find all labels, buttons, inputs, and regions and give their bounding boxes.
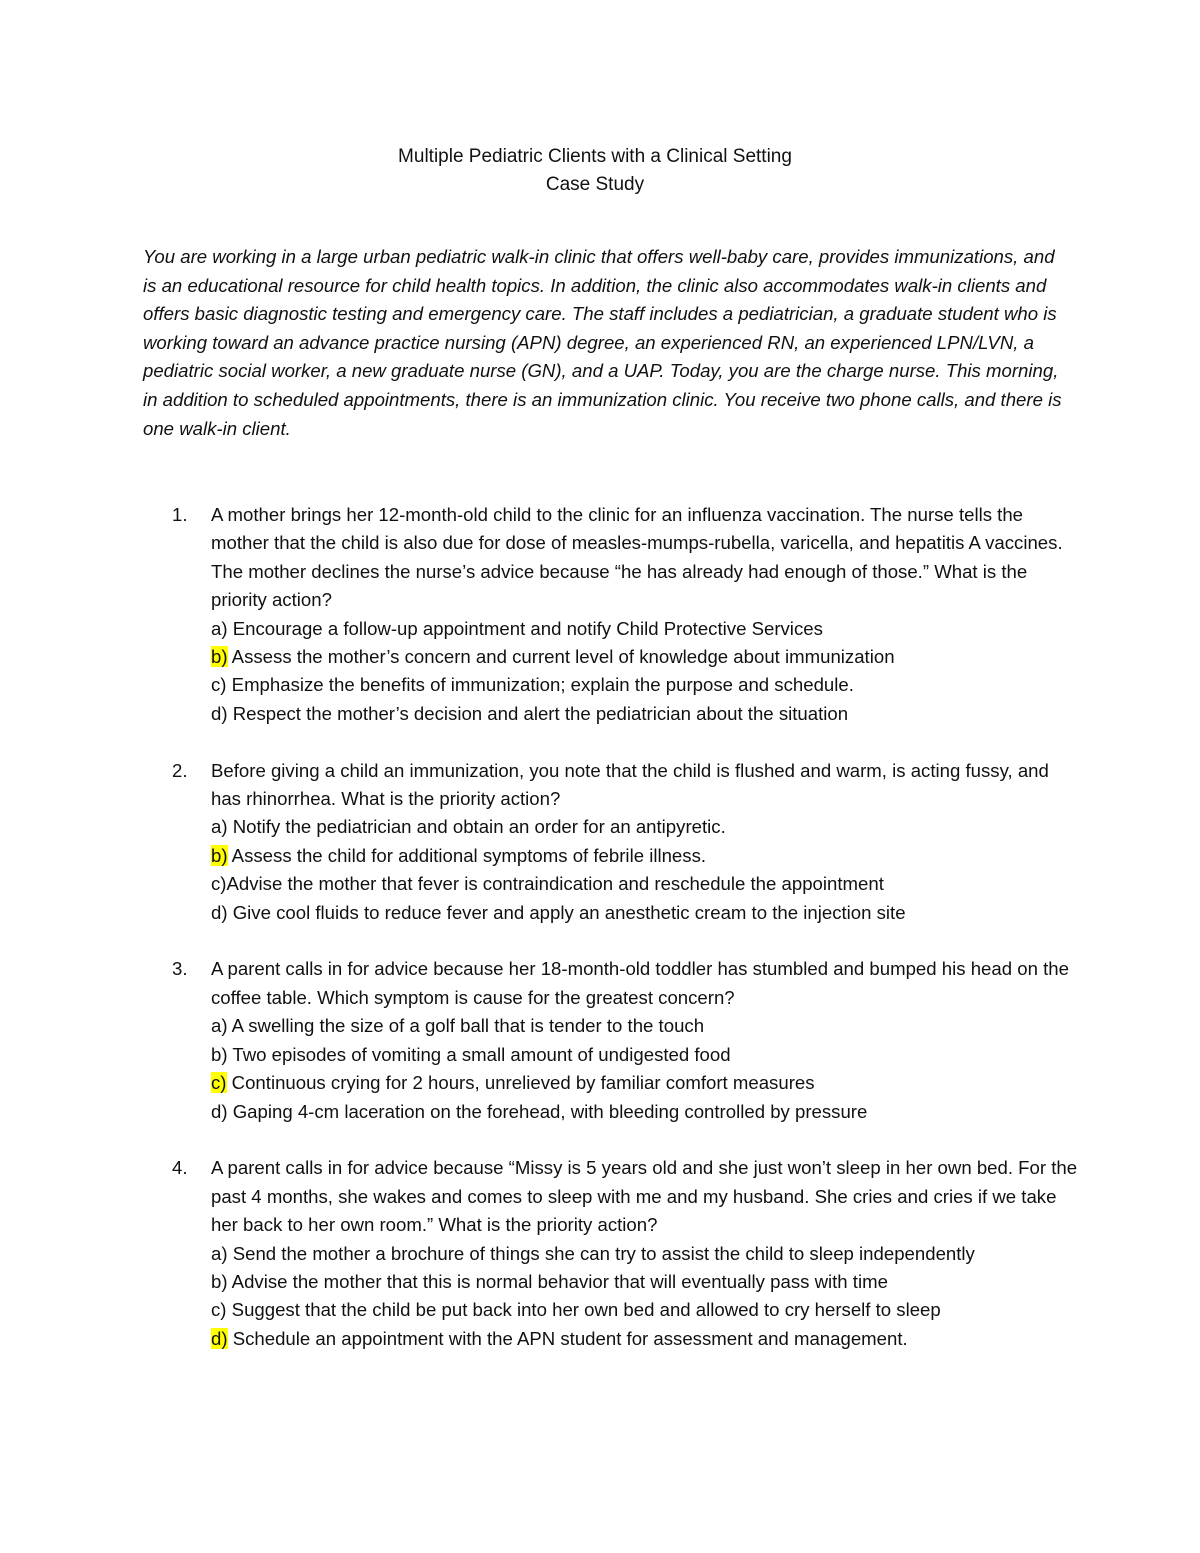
option-text: Emphasize the benefits of immunization; explain the purpose and schedule. <box>226 674 854 696</box>
answer-option <box>211 1098 1083 1126</box>
option-letter: a) <box>211 1242 228 1264</box>
question-number: 2. <box>172 759 188 781</box>
question-stem: A parent calls in for advice because “Missy is 5 years old and she just won’t sleep in her own bed. For the past 4 months, she wakes and comes to sleep with me and my husband. She cries and cries if we take her back to her own room.” What is the priority action? <box>211 1157 1078 1236</box>
question-stem: A mother brings her 12-month-old child to the clinic for an influenza vaccination. The nurse tells the mother that the child is also due for dose of measles-mumps-rubella, varicella, and hepatitis A vaccines. The mother declines the nurse’s advice because “he has already had enough of those.” What is the priority action? <box>211 504 1063 611</box>
question-item <box>143 757 1083 927</box>
answer-option <box>211 813 1083 841</box>
option-letter: d) <box>211 1327 228 1349</box>
option-text: Gaping 4-cm laceration on the forehead, with bleeding controlled by pressure <box>227 1100 868 1122</box>
answer-option <box>211 1296 1083 1324</box>
option-letter: b) <box>211 1270 228 1292</box>
answer-option <box>211 842 1083 870</box>
answer-option <box>211 671 1083 699</box>
question-number: 3. <box>172 958 188 980</box>
option-letter: a) <box>211 1015 228 1037</box>
document-subtitle: Case Study <box>545 174 645 195</box>
option-text: Assess the mother’s concern and current level of knowledge about immunization <box>227 646 895 668</box>
option-letter: b) <box>211 646 228 668</box>
answer-option <box>211 1268 1083 1296</box>
option-text: Two episodes of vomiting a small amount of undigested food <box>227 1043 731 1065</box>
document-title: Multiple Pediatric Clients with a Clinical Setting <box>398 146 792 167</box>
question-item <box>143 955 1083 1125</box>
answer-option <box>211 1240 1083 1268</box>
title-block <box>0 143 1190 199</box>
option-letter: d) <box>211 702 228 724</box>
option-letter: a) <box>211 617 228 639</box>
answer-option <box>211 1325 1083 1353</box>
option-letter: d) <box>211 901 228 923</box>
question-stem: A parent calls in for advice because her 18-month-old toddler has stumbled and bumped his head on the coffee table. Which symptom is cause for the greatest concern? <box>211 958 1069 1008</box>
option-text: Respect the mother’s decision and alert the pediatrician about the situation <box>227 702 849 724</box>
option-letter: a) <box>211 816 228 838</box>
answer-option <box>211 1041 1083 1069</box>
question-number: 4. <box>172 1157 188 1179</box>
answer-option <box>211 643 1083 671</box>
option-letter: d) <box>211 1100 228 1122</box>
question-number: 1. <box>172 504 188 525</box>
option-letter: b) <box>211 844 228 866</box>
option-text: Advise the mother that fever is contraindication and reschedule the appointment <box>226 873 884 895</box>
option-letter: c) <box>211 674 227 696</box>
answer-option <box>211 899 1083 927</box>
question-list <box>143 501 1083 1353</box>
question-item <box>143 501 1083 728</box>
answer-option <box>211 870 1083 898</box>
option-text: Send the mother a brochure of things she can try to assist the child to sleep independently <box>227 1242 975 1264</box>
answer-option <box>211 700 1083 728</box>
option-text: Encourage a follow-up appointment and notify Child Protective Services <box>227 617 823 639</box>
option-text: Give cool fluids to reduce fever and apply an anesthetic cream to the injection site <box>227 901 906 923</box>
option-text: Suggest that the child be put back into her own bed and allowed to cry herself to sleep <box>226 1299 941 1321</box>
option-letter: c) <box>211 1299 227 1321</box>
option-text: Continuous crying for 2 hours, unrelieved by familiar comfort measures <box>226 1072 815 1094</box>
answer-option <box>211 1012 1083 1040</box>
question-item <box>143 1154 1083 1353</box>
option-text: Assess the child for additional symptoms of febrile illness. <box>227 844 707 866</box>
option-letter: c) <box>211 1072 227 1094</box>
option-letter: c) <box>211 873 227 895</box>
question-stem: Before giving a child an immunization, you note that the child is flushed and warm, is acting fussy, and has rhinorrhea. What is the priority action? <box>211 759 1049 810</box>
answer-option <box>211 1069 1083 1097</box>
case-intro: You are working in a large urban pediatric walk-in clinic that offers well-baby care, provides immunizations, and is an educational resource for child health topics. In addition, the clinic also accommodates walk-in clients and offers basic diagnostic testing and emergency care. The staff includes a pediatrician, a graduate student who is working toward an advance practice nursing (APN) degree, an experienced RN, an experienced LPN/LVN, a pediatric social worker, a new graduate nurse (GN), and a UAP. Today, you are the charge nurse. This morning, in addition to scheduled appointments, there is an immunization clinic. You receive two phone calls, and there is one walk-in client. <box>143 246 1062 439</box>
option-text: Notify the pediatrician and obtain an order for an antipyretic. <box>227 816 726 838</box>
option-text: Advise the mother that this is normal behavior that will eventually pass with time <box>227 1270 888 1292</box>
option-text: Schedule an appointment with the APN student for assessment and management. <box>227 1327 908 1349</box>
answer-option <box>211 615 1083 643</box>
option-letter: b) <box>211 1043 228 1065</box>
option-text: A swelling the size of a golf ball that is tender to the touch <box>227 1015 705 1037</box>
